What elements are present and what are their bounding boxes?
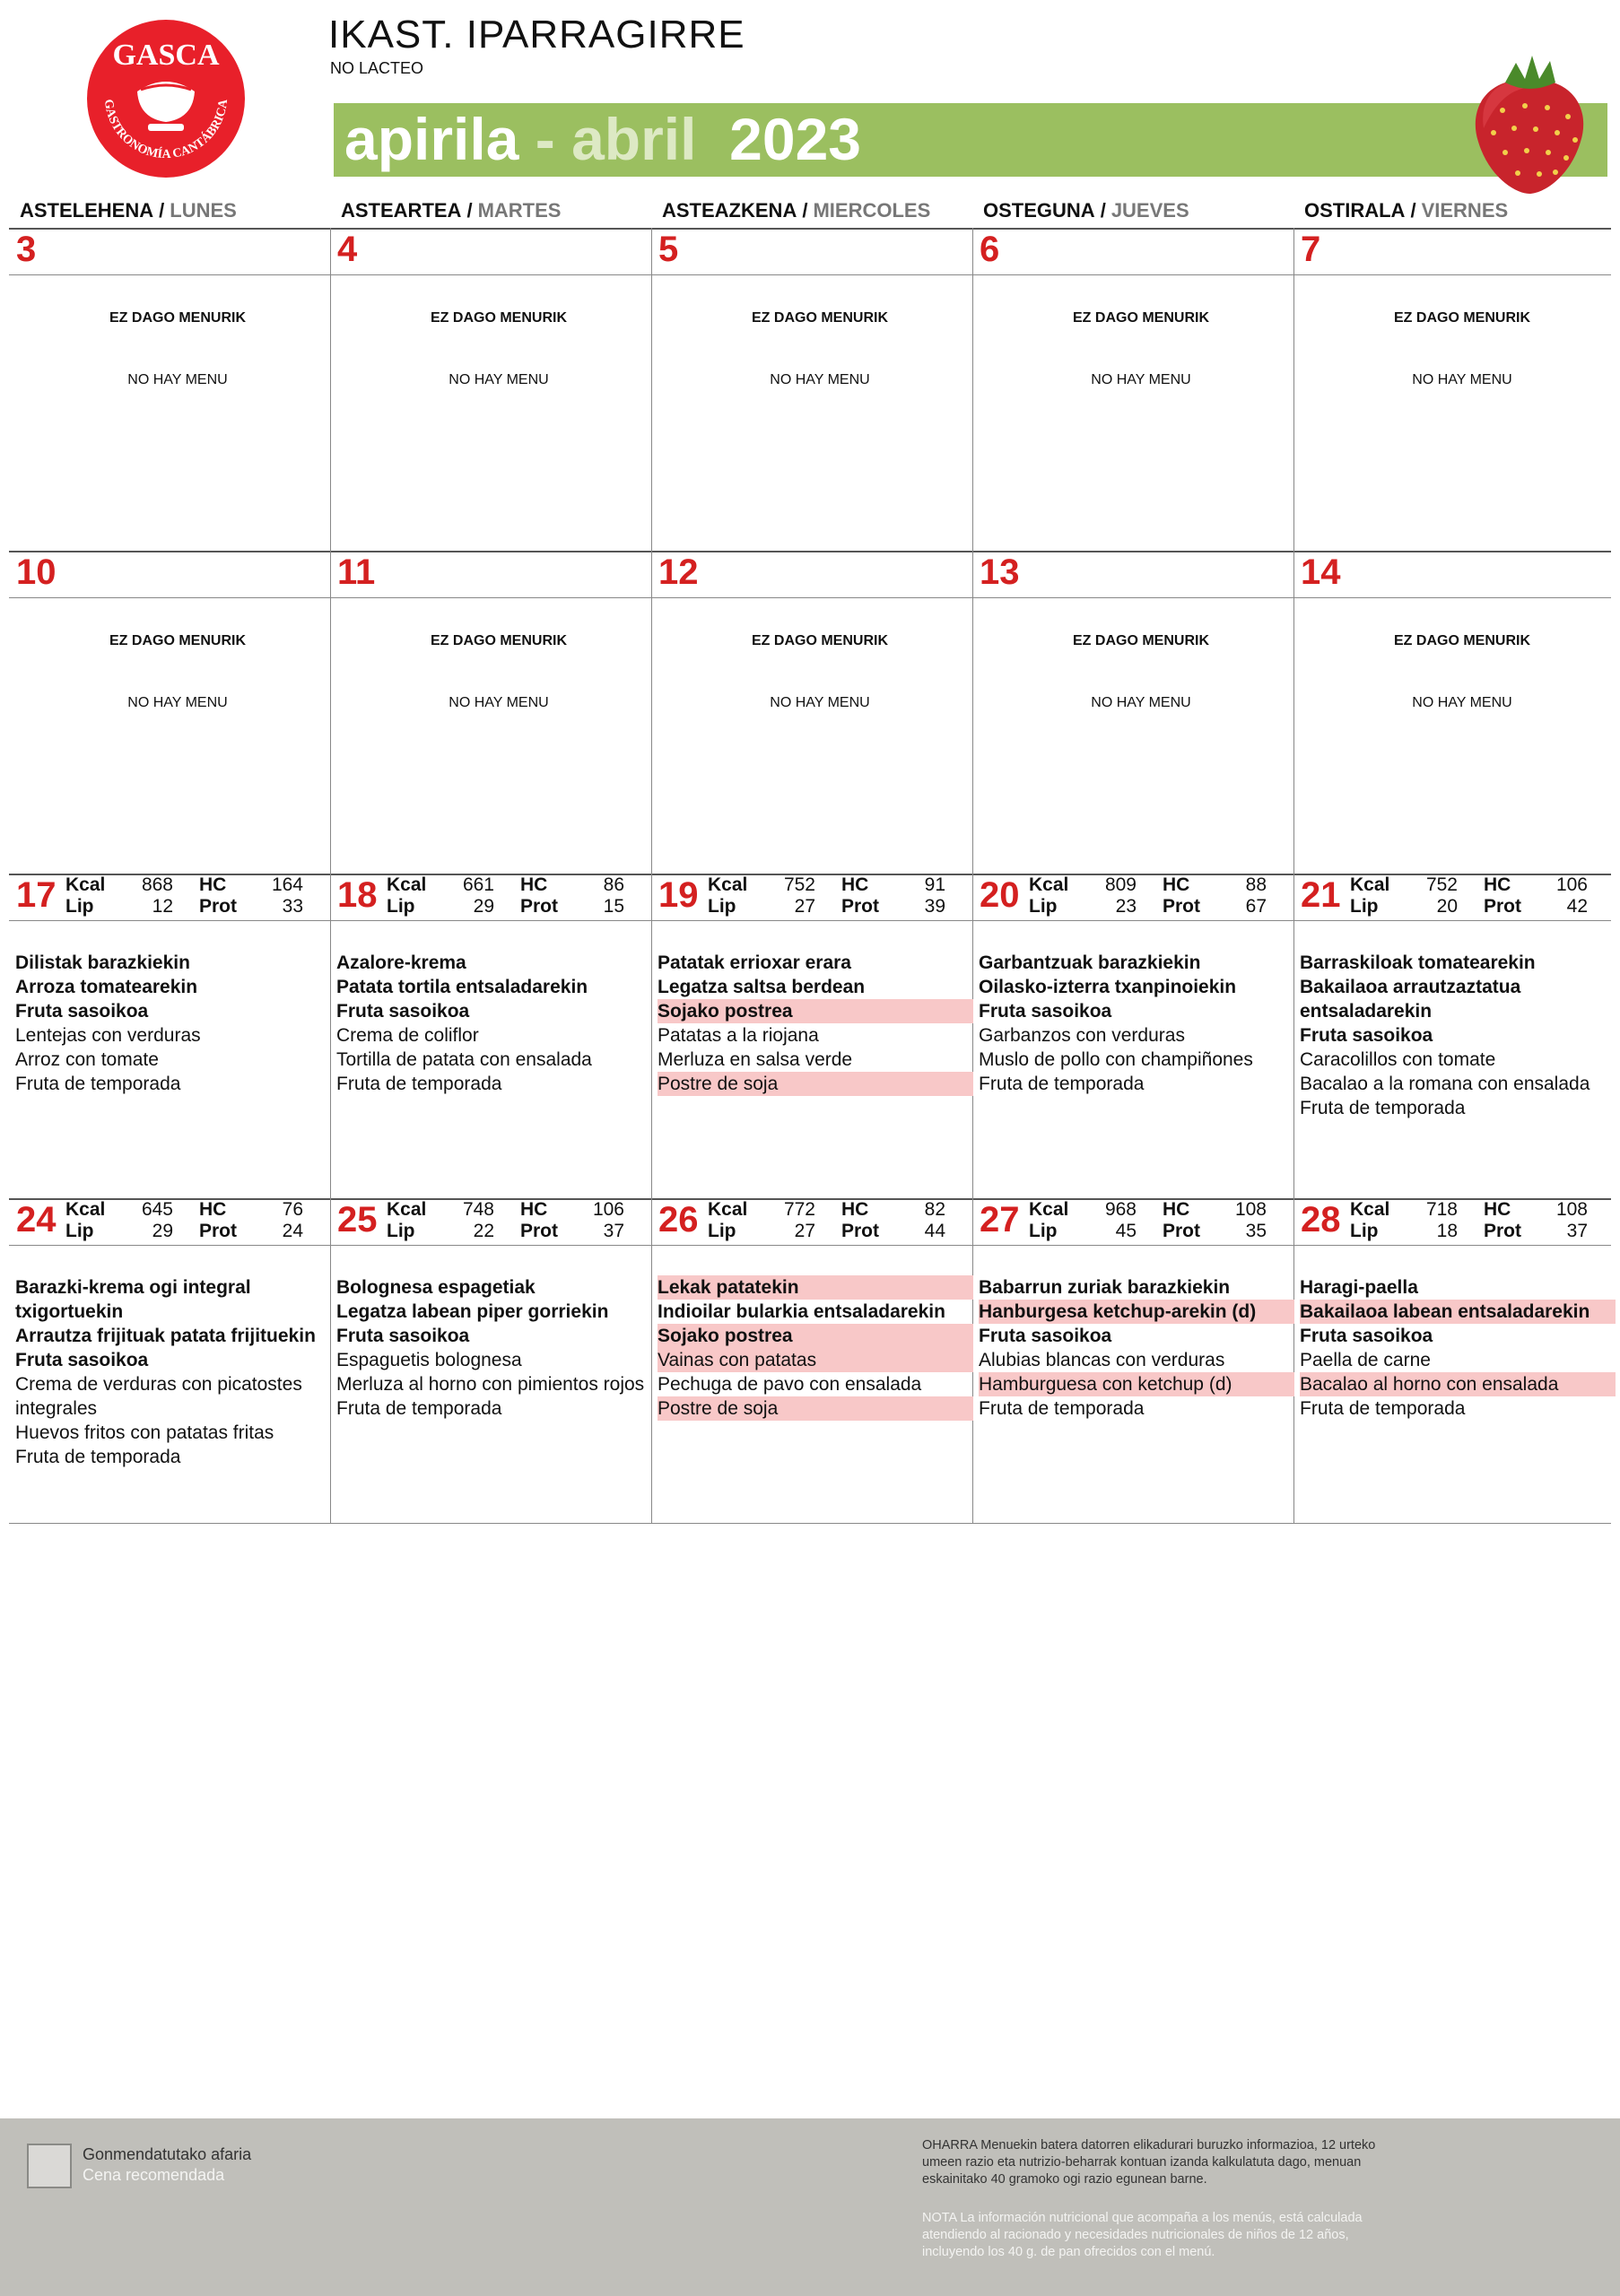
day-number: 4 (337, 230, 358, 269)
prot-value: 67 (1245, 896, 1267, 917)
legend-label-eu: Gonmendatutako afaria (83, 2145, 252, 2163)
nutrition-box (1293, 1199, 1615, 1244)
dish-es: Paella de carne (1300, 1350, 1431, 1370)
nutrition-box (972, 1199, 1293, 1244)
prot-value: 42 (1566, 896, 1588, 917)
weekday-slash: / (466, 199, 473, 222)
week-number-rule (9, 274, 1611, 275)
column-divider (651, 551, 652, 874)
day-number: 12 (658, 552, 699, 592)
hc-value: 164 (271, 874, 303, 895)
dish-es: Postre de soja (658, 1072, 973, 1096)
dish-eu: Fruta sasoikoa (1300, 1025, 1433, 1046)
no-menu-eu: EZ DAGO MENURIK (431, 633, 567, 648)
kcal-value: 645 (141, 1199, 173, 1220)
no-menu-eu: EZ DAGO MENURIK (1394, 310, 1530, 326)
menu-list (336, 1275, 652, 1421)
hc-value: 91 (924, 874, 945, 895)
hc-label: HC (199, 1199, 227, 1220)
lip-label: Lip (1029, 896, 1058, 917)
day-number: 25 (337, 1200, 378, 1239)
column-divider (330, 228, 331, 551)
no-menu-eu: EZ DAGO MENURIK (752, 310, 888, 326)
prot-label: Prot (841, 896, 879, 917)
column-divider (651, 228, 652, 551)
hc-label: HC (1163, 874, 1190, 895)
day-number: 17 (16, 875, 57, 915)
kcal-value: 718 (1425, 1199, 1458, 1220)
lip-label: Lip (387, 896, 415, 917)
day-number: 7 (1301, 230, 1321, 269)
dish-es: Fruta de temporada (979, 1398, 1145, 1419)
dish-eu: Fruta sasoikoa (15, 1001, 149, 1022)
dish-es: Caracolillos con tomate (1300, 1049, 1496, 1070)
weekday-es: MARTES (477, 199, 562, 222)
prot-value: 37 (603, 1221, 624, 1241)
weekday-slash: / (1100, 199, 1106, 222)
kcal-value: 968 (1104, 1199, 1137, 1220)
kcal-value: 661 (462, 874, 494, 895)
lip-label: Lip (65, 1221, 94, 1241)
prot-value: 39 (924, 896, 945, 917)
month-es: abril (571, 106, 697, 172)
nutrition-box (972, 874, 1293, 919)
column-divider (1293, 551, 1294, 874)
lip-value: 20 (1436, 896, 1458, 917)
weekday-slash: / (802, 199, 808, 222)
hc-label: HC (1163, 1199, 1190, 1220)
lip-value: 29 (152, 1221, 173, 1241)
dish-eu: Barazki-krema ogi integral txigortuekin (15, 1277, 251, 1322)
menu-list (1300, 951, 1616, 1120)
lip-value: 12 (152, 896, 173, 917)
day-number: 28 (1301, 1200, 1341, 1239)
weekday-es: MIERCOLES (813, 199, 931, 222)
school-title: IKAST. IPARRAGIRRE (328, 13, 745, 57)
dish-eu: Oilasko-izterra txanpinoiekin (979, 977, 1237, 997)
nutrition-box (651, 874, 972, 919)
dish-eu: Fruta sasoikoa (336, 1001, 470, 1022)
dish-eu: Azalore-krema (336, 952, 466, 973)
no-menu-eu: EZ DAGO MENURIK (109, 310, 246, 326)
legend-swatch (27, 2144, 72, 2188)
no-menu-es: NO HAY MENU (1412, 372, 1512, 387)
menu-list (979, 951, 1294, 1096)
column-divider (1293, 228, 1294, 551)
kcal-label: Kcal (65, 874, 106, 895)
lip-value: 22 (473, 1221, 494, 1241)
nutrition-box (330, 1199, 651, 1244)
weekday-eu: ASTELEHENA (20, 199, 154, 222)
prot-label: Prot (520, 896, 558, 917)
lip-value: 18 (1436, 1221, 1458, 1241)
column-divider (972, 551, 973, 874)
dish-es: Huevos fritos con patatas fritas (15, 1422, 274, 1443)
dish-es: Espaguetis bolognesa (336, 1350, 522, 1370)
dish-es: Fruta de temporada (15, 1447, 181, 1467)
prot-value: 33 (282, 896, 303, 917)
day-number: 20 (980, 875, 1020, 915)
dish-eu: Indioilar bularkia entsaladarekin (658, 1301, 945, 1322)
dish-eu: Fruta sasoikoa (15, 1350, 149, 1370)
no-menu-es: NO HAY MENU (1091, 372, 1191, 387)
no-menu-es: NO HAY MENU (449, 695, 549, 710)
no-menu-es: NO HAY MENU (770, 372, 870, 387)
kcal-label: Kcal (1029, 1199, 1069, 1220)
no-menu-eu: EZ DAGO MENURIK (752, 633, 888, 648)
menu-list (15, 951, 331, 1096)
lip-label: Lip (708, 896, 736, 917)
no-menu-eu: EZ DAGO MENURIK (1073, 633, 1209, 648)
kcal-label: Kcal (1350, 874, 1390, 895)
dish-eu: Barraskiloak tomatearekin (1300, 952, 1536, 973)
day-number: 19 (658, 875, 699, 915)
lip-label: Lip (1350, 896, 1379, 917)
prot-label: Prot (199, 1221, 237, 1241)
dish-eu: Arrautza frijituak patata frijituekin (15, 1326, 316, 1346)
dish-eu: Bakailaoa arrautzaztatua entsaladarekin (1300, 977, 1521, 1022)
weekday-eu: ASTEAZKENA (662, 199, 797, 222)
prot-value: 37 (1566, 1221, 1588, 1241)
hc-label: HC (520, 874, 548, 895)
kcal-value: 752 (783, 874, 815, 895)
lip-label: Lip (65, 896, 94, 917)
prot-label: Prot (1163, 1221, 1200, 1241)
no-menu-eu: EZ DAGO MENURIK (1073, 310, 1209, 326)
dish-es: Pechuga de pavo con ensalada (658, 1374, 922, 1395)
logo-brand-text: GASCA (112, 39, 220, 72)
day-number: 13 (980, 552, 1020, 592)
dish-eu: Arroza tomatearekin (15, 977, 198, 997)
day-number: 24 (16, 1200, 57, 1239)
kcal-value: 809 (1104, 874, 1137, 895)
hc-label: HC (520, 1199, 548, 1220)
gasca-logo (85, 18, 247, 179)
prot-label: Prot (199, 896, 237, 917)
day-number: 14 (1301, 552, 1341, 592)
hc-value: 86 (603, 874, 624, 895)
hc-label: HC (1484, 1199, 1511, 1220)
nutrition-box (1293, 874, 1615, 919)
dish-es: Patatas a la riojana (658, 1025, 819, 1046)
menu-list (979, 1275, 1294, 1421)
dish-eu: Fruta sasoikoa (336, 1326, 470, 1346)
kcal-label: Kcal (708, 874, 748, 895)
dish-es: Alubias blancas con verduras (979, 1350, 1225, 1370)
kcal-label: Kcal (1029, 874, 1069, 895)
kcal-label: Kcal (65, 1199, 106, 1220)
prot-value: 24 (282, 1221, 303, 1241)
day-number: 21 (1301, 875, 1341, 915)
dish-es: Muslo de pollo con champiñones (979, 1049, 1253, 1070)
kcal-label: Kcal (1350, 1199, 1390, 1220)
dish-es: Fruta de temporada (1300, 1398, 1466, 1419)
dish-es: Bacalao a la romana con ensalada (1300, 1074, 1590, 1094)
kcal-value: 752 (1425, 874, 1458, 895)
hc-label: HC (841, 874, 869, 895)
lip-value: 23 (1115, 896, 1137, 917)
year: 2023 (729, 106, 861, 172)
day-number: 6 (980, 230, 1000, 269)
dish-es: Fruta de temporada (336, 1074, 502, 1094)
kcal-value: 748 (462, 1199, 494, 1220)
menu-list (658, 1275, 973, 1421)
dish-es: Fruta de temporada (336, 1398, 502, 1419)
menu-list (1300, 1275, 1616, 1421)
hc-value: 106 (1555, 874, 1588, 895)
dish-es: Merluza al horno con pimientos rojos (336, 1374, 645, 1395)
weekday-header (1304, 199, 1508, 222)
column-divider (972, 228, 973, 551)
dish-eu: Haragi-paella (1300, 1277, 1418, 1298)
day-number: 27 (980, 1200, 1020, 1239)
hc-value: 108 (1234, 1199, 1267, 1220)
kcal-label: Kcal (387, 1199, 427, 1220)
kcal-label: Kcal (387, 874, 427, 895)
dish-eu: Patatak errioxar erara (658, 952, 851, 973)
prot-value: 15 (603, 896, 624, 917)
nutrition-box (651, 1199, 972, 1244)
nutrition-box (330, 874, 651, 919)
dish-eu: Garbantzuak barazkiekin (979, 952, 1201, 973)
no-menu-eu: EZ DAGO MENURIK (1394, 633, 1530, 648)
dish-es: Hamburguesa con ketchup (d) (979, 1372, 1294, 1396)
nutrition-box (9, 1199, 330, 1244)
dish-es: Postre de soja (658, 1396, 973, 1421)
dish-es: Tortilla de patata con ensalada (336, 1049, 592, 1070)
dish-eu: Patata tortila entsaladarekin (336, 977, 588, 997)
dish-eu: Legatza saltsa berdean (658, 977, 866, 997)
no-menu-es: NO HAY MENU (1412, 695, 1512, 710)
week-number-rule (9, 1245, 1611, 1246)
hc-label: HC (841, 1199, 869, 1220)
no-menu-es: NO HAY MENU (1091, 695, 1191, 710)
dish-eu: Fruta sasoikoa (979, 1326, 1112, 1346)
weekday-es: VIERNES (1421, 199, 1509, 222)
dish-eu: Hanburgesa ketchup-arekin (d) (979, 1300, 1294, 1324)
column-divider (330, 551, 331, 874)
prot-value: 44 (924, 1221, 945, 1241)
weekday-header (20, 199, 237, 222)
dish-es: Garbanzos con verduras (979, 1025, 1185, 1046)
hc-value: 108 (1555, 1199, 1588, 1220)
hc-value: 76 (282, 1199, 303, 1220)
hc-value: 82 (924, 1199, 945, 1220)
dish-es: Fruta de temporada (15, 1074, 181, 1094)
kcal-value: 772 (783, 1199, 815, 1220)
no-menu-eu: EZ DAGO MENURIK (431, 310, 567, 326)
dish-es: Fruta de temporada (1300, 1098, 1466, 1118)
dish-eu: Fruta sasoikoa (979, 1001, 1112, 1022)
dish-es: Arroz con tomate (15, 1049, 159, 1070)
hc-label: HC (199, 874, 227, 895)
weekday-es: JUEVES (1110, 199, 1189, 222)
no-menu-es: NO HAY MENU (449, 372, 549, 387)
diet-subtitle: NO LACTEO (330, 59, 424, 77)
day-number: 5 (658, 230, 679, 269)
nutrition-note-es: NOTA La información nutricional que acompaña a los menús, está calculada atendiendo al racionado y necesidades nutricionales de niños de 12 años, incluyendo los 40 g. de pan ofrecidos con el menú. (922, 2211, 1363, 2259)
weekday-header (983, 199, 1189, 222)
dish-es: Merluza en salsa verde (658, 1049, 853, 1070)
prot-value: 35 (1245, 1221, 1267, 1241)
dish-eu: Legatza labean piper gorriekin (336, 1301, 609, 1322)
weekday-eu: ASTEARTEA (341, 199, 462, 222)
day-number: 3 (16, 230, 37, 269)
day-number: 26 (658, 1200, 699, 1239)
nutrition-note-eu: OHARRA Menuekin batera datorren elikadurari buruzko informazioa, 12 urteko umeen razio eta nutrizio-beharrak kontuan izanda kalkulatuta dago, menuan eskainitako 40 gramoko ogi razio egunean barne. (922, 2138, 1376, 2187)
dish-eu: Sojako postrea (658, 999, 973, 1023)
month-separator: - (518, 106, 572, 172)
hc-value: 106 (592, 1199, 624, 1220)
dish-es: Fruta de temporada (979, 1074, 1145, 1094)
dish-eu: Fruta sasoikoa (1300, 1326, 1433, 1346)
dish-es: Bacalao al horno con ensalada (1300, 1372, 1616, 1396)
kcal-label: Kcal (708, 1199, 748, 1220)
dish-eu: Babarrun zuriak barazkiekin (979, 1277, 1231, 1298)
week-top-rule (9, 551, 1611, 552)
dish-eu: Lekak patatekin (658, 1275, 973, 1300)
menu-list (15, 1275, 331, 1469)
week-number-rule (9, 597, 1611, 598)
day-number: 18 (337, 875, 378, 915)
prot-label: Prot (1163, 896, 1200, 917)
prot-label: Prot (520, 1221, 558, 1241)
nutrition-box (9, 874, 330, 919)
kcal-value: 868 (141, 874, 173, 895)
hc-label: HC (1484, 874, 1511, 895)
week-top-rule (9, 228, 1611, 230)
month-banner (334, 103, 1607, 177)
prot-label: Prot (1484, 896, 1521, 917)
weekday-slash: / (159, 199, 165, 222)
lip-label: Lip (387, 1221, 415, 1241)
prot-label: Prot (841, 1221, 879, 1241)
dish-es: Vainas con patatas (658, 1348, 973, 1372)
lip-value: 27 (794, 896, 815, 917)
week-number-rule (9, 920, 1611, 921)
day-number: 11 (337, 552, 376, 592)
weekday-slash: / (1410, 199, 1416, 222)
lip-label: Lip (708, 1221, 736, 1241)
lip-label: Lip (1350, 1221, 1379, 1241)
no-menu-eu: EZ DAGO MENURIK (109, 633, 246, 648)
month-eu: apirila (344, 106, 519, 172)
grid-bottom-rule (9, 1523, 1611, 1524)
dish-eu: Bolognesa espagetiak (336, 1277, 536, 1298)
dish-eu: Sojako postrea (658, 1324, 973, 1348)
no-menu-es: NO HAY MENU (127, 695, 228, 710)
hc-value: 88 (1245, 874, 1267, 895)
dish-es: Crema de coliflor (336, 1025, 479, 1046)
weekday-eu: OSTIRALA (1304, 199, 1406, 222)
prot-label: Prot (1484, 1221, 1521, 1241)
day-number: 10 (16, 552, 57, 592)
dish-eu: Dilistak barazkiekin (15, 952, 190, 973)
no-menu-es: NO HAY MENU (770, 695, 870, 710)
strawberry-icon (1462, 43, 1597, 196)
lip-value: 27 (794, 1221, 815, 1241)
weekday-header (662, 199, 930, 222)
menu-list (658, 951, 973, 1096)
lip-value: 29 (473, 896, 494, 917)
no-menu-es: NO HAY MENU (127, 372, 228, 387)
lip-value: 45 (1115, 1221, 1137, 1241)
menu-list (336, 951, 652, 1096)
weekday-es: LUNES (170, 199, 237, 222)
weekday-header (341, 199, 561, 222)
weekday-eu: OSTEGUNA (983, 199, 1095, 222)
legend-label-es: Cena recomendada (83, 2166, 225, 2184)
dish-es: Crema de verduras con picatostes integrales (15, 1374, 302, 1419)
dish-eu: Bakailaoa labean entsaladarekin (1300, 1300, 1616, 1324)
lip-label: Lip (1029, 1221, 1058, 1241)
logo-ring-text: GASTRONOMÍA CANTÁBRICA (100, 98, 231, 162)
dish-es: Lentejas con verduras (15, 1025, 201, 1046)
